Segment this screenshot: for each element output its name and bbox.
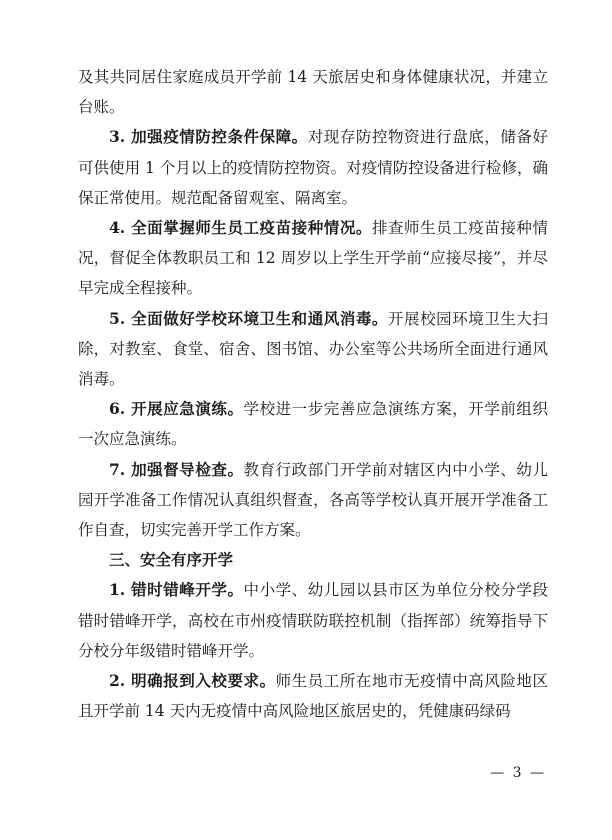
paragraph-heading: 7. 加强督导检查。 bbox=[109, 459, 244, 479]
paragraph-body: 开展校园环境卫生大扫除，对教室、食堂、宿舍、图书馆、办公室等公共场所全面进行通风消毒。 bbox=[78, 309, 548, 389]
paragraph-item-5 bbox=[78, 304, 548, 395]
paragraph-heading: 5. 全面做好学校环境卫生和通风消毒。 bbox=[109, 308, 388, 328]
paragraph-item-6 bbox=[78, 394, 548, 454]
section-paragraph-1 bbox=[78, 575, 548, 666]
paragraph-body: 及其共同居住家庭成员开学前 14 天旅居史和身体健康状况，并建立台账。 bbox=[78, 68, 548, 117]
paragraph-heading: 2. 明确报到入校要求。 bbox=[109, 671, 276, 691]
paragraph-heading: 4. 全面掌握师生员工疫苗接种情况。 bbox=[109, 218, 372, 238]
paragraph-item-7 bbox=[78, 455, 548, 546]
paragraph-body: 对现存防控物资进行盘底，储备好可供使用 1 个月以上的疫情防控物资。对疫情防控设备进行检修，确保正常使用。规范配备留观室、隔离室。 bbox=[78, 128, 548, 207]
paragraph-body: 排查师生员工疫苗接种情况，督促全体教职员工和 12 周岁以上学生开学前“应接尽接”，并尽早完成全程接种。 bbox=[78, 219, 548, 298]
section-paragraph-2 bbox=[78, 666, 548, 726]
paragraph-heading: 1. 错时错峰开学。 bbox=[109, 580, 244, 600]
section-heading: 三、安全有序开学 bbox=[109, 551, 234, 570]
document-body bbox=[78, 62, 548, 726]
page-number: — 3 — bbox=[490, 765, 546, 781]
paragraph-body: 师生员工所在地市无疫情中高风险地区且开学前 14 天内无疫情中高风险地区旅居史的，凭健康码绿码 bbox=[78, 672, 548, 721]
paragraph-item-3 bbox=[78, 122, 548, 213]
paragraph-body: 教育行政部门开学前对辖区内中小学、幼儿园开学准备工作情况认真组织督查，各高等学校认真开展开学准备工作自查，切实完善开学工作方案。 bbox=[78, 460, 548, 540]
paragraph-heading: 3. 加强疫情防控条件保障。 bbox=[109, 127, 308, 147]
paragraph-body: 学校进一步完善应急演练方案，开学前组织一次应急演练。 bbox=[78, 400, 548, 449]
paragraph-continuation bbox=[78, 62, 548, 122]
paragraph-item-4 bbox=[78, 213, 548, 304]
paragraph-body: 中小学、幼儿园以县市区为单位分校分学段错时错峰开学，高校在市州疫情联防联控机制（指挥部）统筹指导下分校分年级错时错峰开学。 bbox=[78, 581, 548, 660]
paragraph-heading: 6. 开展应急演练。 bbox=[109, 399, 244, 419]
